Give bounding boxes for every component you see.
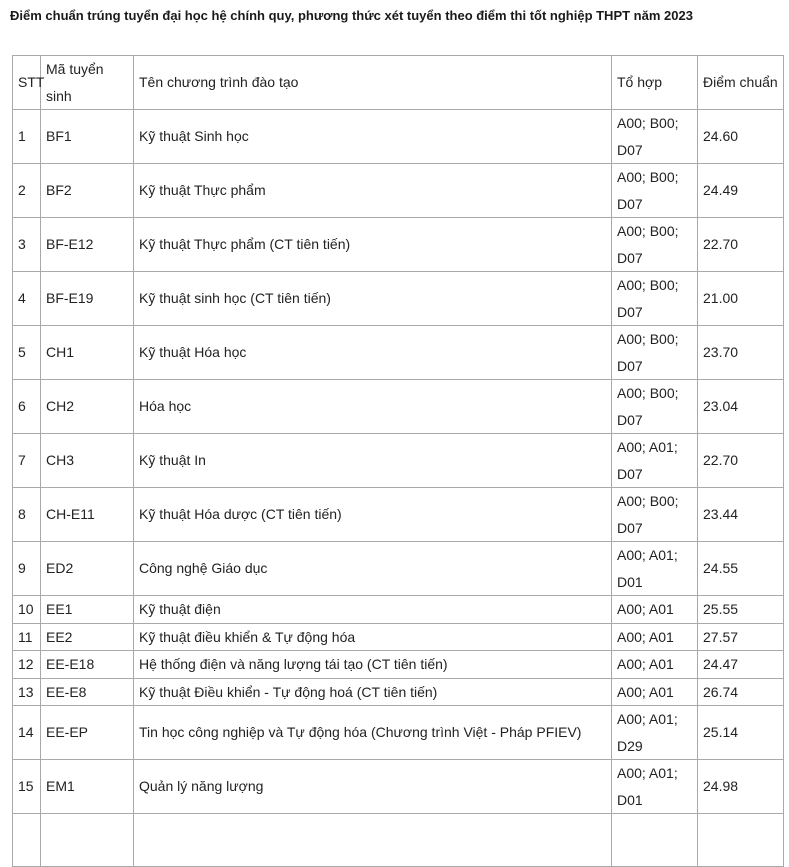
cell-combination: A00; A01; D01 [612, 760, 698, 814]
cell-combination: A00; B00; D07 [612, 326, 698, 380]
header-program: Tên chương trình đào tạo [134, 56, 612, 110]
cell-stt: 12 [13, 651, 41, 679]
table-row [13, 651, 784, 679]
cell-code: EE-E8 [41, 678, 134, 706]
cell-program: Kỹ thuật Thực phẩm (CT tiên tiến) [134, 218, 612, 272]
cell-stt: 1 [13, 110, 41, 164]
cell-combination: A00; A01; D07 [612, 434, 698, 488]
cell-empty [41, 814, 134, 867]
cell-stt: 9 [13, 542, 41, 596]
cell-code: ED2 [41, 542, 134, 596]
cell-program: Hóa học [134, 380, 612, 434]
table-row [13, 542, 784, 596]
cell-combination: A00; A01 [612, 651, 698, 679]
cell-score: 22.70 [698, 434, 784, 488]
cell-program: Kỹ thuật Điều khiển - Tự động hoá (CT tiên tiến) [134, 678, 612, 706]
cell-program: Kỹ thuật Hóa học [134, 326, 612, 380]
cell-score: 24.60 [698, 110, 784, 164]
cell-code: BF-E12 [41, 218, 134, 272]
cell-stt: 7 [13, 434, 41, 488]
cell-stt: 14 [13, 706, 41, 760]
cell-combination: A00; B00; D07 [612, 488, 698, 542]
table-row-partial [13, 814, 784, 867]
cell-program: Kỹ thuật điện [134, 596, 612, 624]
cell-stt: 2 [13, 164, 41, 218]
cell-score: 23.44 [698, 488, 784, 542]
cell-code: EE1 [41, 596, 134, 624]
cell-program: Tin học công nghiệp và Tự động hóa (Chương trình Việt - Pháp PFIEV) [134, 706, 612, 760]
cell-score: 22.70 [698, 218, 784, 272]
cell-score: 26.74 [698, 678, 784, 706]
cell-code: CH3 [41, 434, 134, 488]
page-title: Điểm chuẩn trúng tuyển đại học hệ chính quy, phương thức xét tuyển theo điểm thi tốt nghiệp THPT năm 2023 [10, 8, 693, 23]
cell-program: Kỹ thuật điều khiển & Tự động hóa [134, 623, 612, 651]
cell-stt: 10 [13, 596, 41, 624]
cell-combination: A00; A01 [612, 596, 698, 624]
cell-combination: A00; A01 [612, 623, 698, 651]
cell-code: CH2 [41, 380, 134, 434]
header-stt: STT [13, 56, 41, 110]
table-row [13, 434, 784, 488]
table-row [13, 326, 784, 380]
table-row [13, 110, 784, 164]
cell-stt: 3 [13, 218, 41, 272]
table-row [13, 596, 784, 624]
cell-program: Công nghệ Giáo dục [134, 542, 612, 596]
cell-score: 24.47 [698, 651, 784, 679]
cell-empty [698, 814, 784, 867]
cell-empty [134, 814, 612, 867]
cell-combination: A00; B00; D07 [612, 164, 698, 218]
admission-scores-table [12, 55, 784, 867]
cell-score: 23.04 [698, 380, 784, 434]
table-row [13, 678, 784, 706]
cell-score: 21.00 [698, 272, 784, 326]
cell-stt: 5 [13, 326, 41, 380]
cell-code: BF1 [41, 110, 134, 164]
cell-combination: A00; A01; D29 [612, 706, 698, 760]
table-header-row [13, 56, 784, 110]
cell-stt: 13 [13, 678, 41, 706]
cell-program: Hệ thống điện và năng lượng tái tạo (CT tiên tiến) [134, 651, 612, 679]
cell-code: CH1 [41, 326, 134, 380]
table-row [13, 488, 784, 542]
header-combination: Tổ hợp [612, 56, 698, 110]
table-row [13, 272, 784, 326]
cell-stt: 6 [13, 380, 41, 434]
cell-code: EE2 [41, 623, 134, 651]
cell-code: BF2 [41, 164, 134, 218]
cell-program: Kỹ thuật Hóa dược (CT tiên tiến) [134, 488, 612, 542]
table-row [13, 706, 784, 760]
cell-combination: A00; A01; D01 [612, 542, 698, 596]
table-row [13, 164, 784, 218]
cell-combination: A00; B00; D07 [612, 272, 698, 326]
cell-code: EM1 [41, 760, 134, 814]
cell-score: 24.98 [698, 760, 784, 814]
cell-score: 25.55 [698, 596, 784, 624]
cell-empty [612, 814, 698, 867]
cell-score: 24.55 [698, 542, 784, 596]
cell-stt: 4 [13, 272, 41, 326]
cell-program: Kỹ thuật sinh học (CT tiên tiến) [134, 272, 612, 326]
cell-combination: A00; B00; D07 [612, 380, 698, 434]
cell-program: Kỹ thuật Thực phẩm [134, 164, 612, 218]
cell-code: BF-E19 [41, 272, 134, 326]
cell-combination: A00; B00; D07 [612, 110, 698, 164]
cell-code: EE-EP [41, 706, 134, 760]
cell-program: Quản lý năng lượng [134, 760, 612, 814]
cell-stt: 15 [13, 760, 41, 814]
cell-score: 27.57 [698, 623, 784, 651]
header-score: Điểm chuẩn [698, 56, 784, 110]
cell-stt: 11 [13, 623, 41, 651]
table-row [13, 380, 784, 434]
cell-code: CH-E11 [41, 488, 134, 542]
header-code: Mã tuyển sinh [41, 56, 134, 110]
cell-combination: A00; A01 [612, 678, 698, 706]
cell-empty [13, 814, 41, 867]
cell-score: 24.49 [698, 164, 784, 218]
cell-score: 23.70 [698, 326, 784, 380]
cell-program: Kỹ thuật In [134, 434, 612, 488]
cell-code: EE-E18 [41, 651, 134, 679]
cell-program: Kỹ thuật Sinh học [134, 110, 612, 164]
table-row [13, 760, 784, 814]
cell-stt: 8 [13, 488, 41, 542]
table-row [13, 218, 784, 272]
cell-combination: A00; B00; D07 [612, 218, 698, 272]
cell-score: 25.14 [698, 706, 784, 760]
table-row [13, 623, 784, 651]
